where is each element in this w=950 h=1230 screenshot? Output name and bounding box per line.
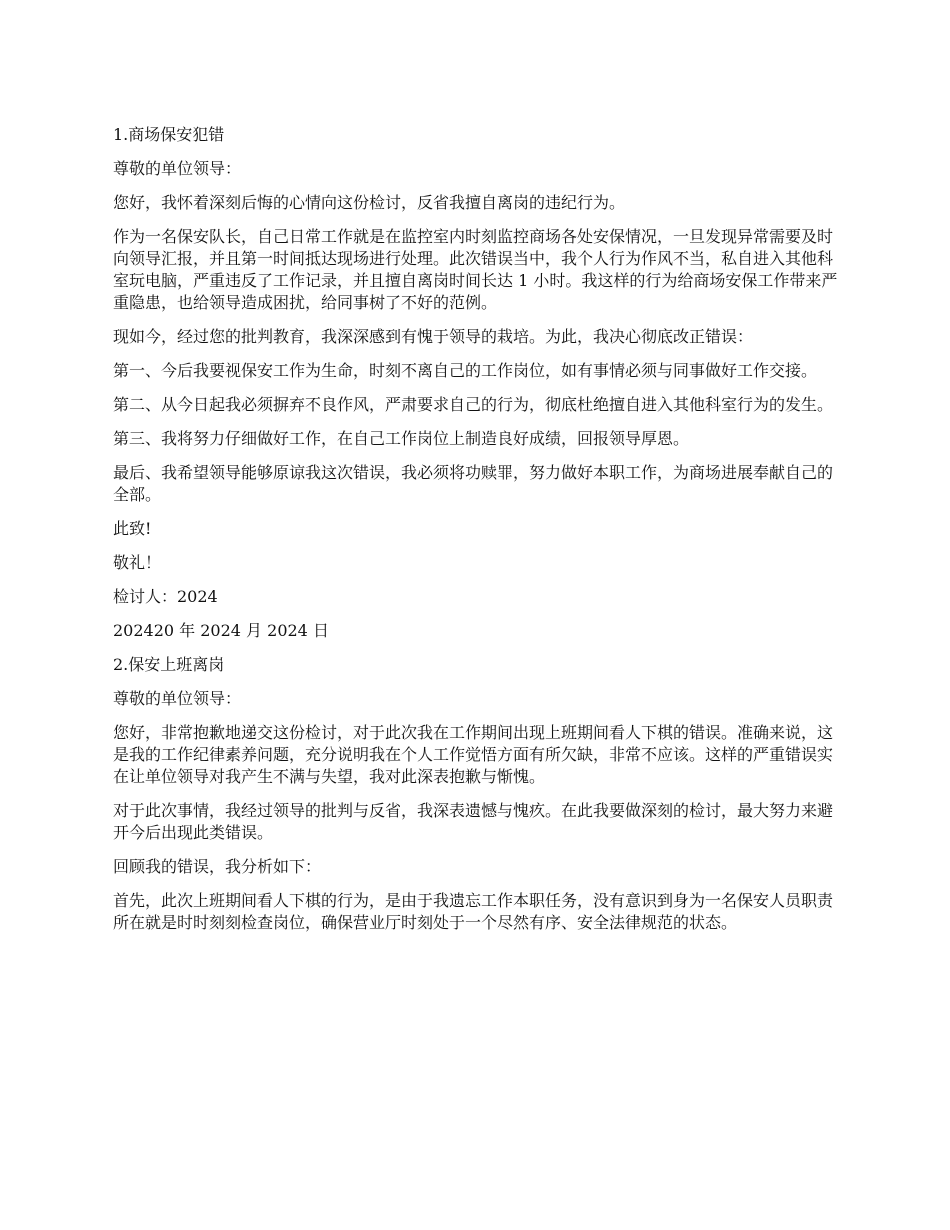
- salutation: 尊敬的单位领导：: [113, 159, 242, 178]
- paragraph: 您好，非常抱歉地递交这份检讨，对于此次我在工作期间出现上班期间看人下棋的错误。准确来说，这是我的工作纪律素养问题，充分说明我在个人工作觉悟方面有所欠缺，非常不应该。这样的严重错误实在让单位领导对我产生不满与失望，我对此深表抱歉与惭愧。: [113, 723, 834, 786]
- paragraph: 最后、我希望领导能够原谅我这次错误，我必须将功赎罪，努力做好本职工作，为商场进展奉献自己的全部。: [113, 463, 834, 504]
- section-heading-1: 1.商场保安犯错: [113, 125, 225, 144]
- closing-line: 此致!: [113, 519, 152, 538]
- paragraph: 作为一名保安队长，自己日常工作就是在监控室内时刻监控商场各处安保情况，一旦发现异常需要及时向领导汇报，并且第一时间抵达现场进行处理。此次错误当中，我个人行为作风不当，私自进入其他科室玩电脑，严重违反了工作记录，并且擅自离岗时间长达 1 小时。我这样的行为给商场安保工作带来严重隐患，也给领导造成困扰，给同事树了不好的范例。: [113, 227, 838, 312]
- paragraph: 您好，我怀着深刻后悔的心情向这份检讨，反省我擅自离岗的违纪行为。: [113, 193, 626, 212]
- salutation: 尊敬的单位领导：: [113, 689, 242, 708]
- date-line: 202420 年 2024 月 2024 日: [113, 621, 329, 640]
- paragraph: 首先，此次上班期间看人下棋的行为，是由于我遗忘工作本职任务，没有意识到身为一名保安人员职责所在就是时时刻刻检查岗位，确保营业厅时刻处于一个尽然有序、安全法律规范的状态。: [113, 891, 834, 932]
- paragraph: 现如今，经过您的批判教育，我深深感到有愧于领导的栽培。为此，我决心彻底改正错误：: [113, 327, 754, 346]
- paragraph: 第三、我将努力仔细做好工作，在自己工作岗位上制造良好成绩，回报领导厚恩。: [113, 429, 690, 448]
- closing-line: 敬礼！: [113, 553, 162, 572]
- signature-line: 检讨人：2024: [113, 587, 218, 606]
- paragraph: 回顾我的错误，我分析如下：: [113, 857, 322, 876]
- paragraph: 第一、今后我要视保安工作为生命，时刻不离自己的工作岗位，如有事情必须与同事做好工作交接。: [113, 361, 818, 380]
- section-heading-2: 2.保安上班离岗: [113, 655, 225, 674]
- paragraph: 第二、从今日起我必须摒弃不良作风，严肃要求自己的行为，彻底杜绝擅自进入其他科室行为的发生。: [113, 395, 834, 414]
- paragraph: 对于此次事情，我经过领导的批判与反省，我深表遗憾与愧疚。在此我要做深刻的检讨，最大努力来避开今后出现此类错误。: [113, 801, 834, 842]
